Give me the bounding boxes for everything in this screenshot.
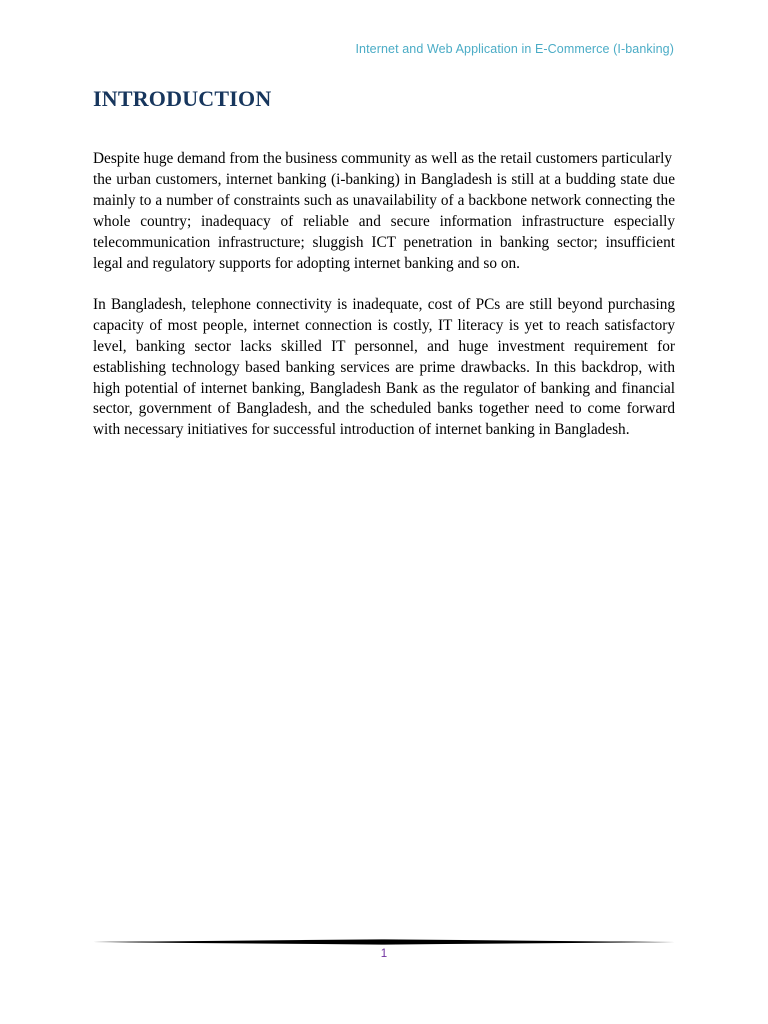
page-number: 1 xyxy=(380,948,388,960)
paragraph-2: In Bangladesh, telephone connectivity is inadequate, cost of PCs are still beyond purchasing capacity of most people, internet connection is costly, IT literacy is yet to reach satisfactory level, banking sector lacks skilled IT personnel, and huge investment requirement for establishing technology based banking services are prime drawbacks. In this backdrop, with high potential of internet banking, Bangladesh Bank as the regulator of banking and financial sector, government of Bangladesh, and the scheduled banks together need to come forward with necessary initiatives for successful introduction of internet banking in Bangladesh. xyxy=(93,295,675,439)
paragraph-1-first-line: Despite huge demand from the business community as well as the retail customers particularly xyxy=(93,150,673,167)
running-header: Internet and Web Application in E-Commerce (I-banking) xyxy=(355,42,674,56)
section-heading: INTRODUCTION xyxy=(93,86,272,111)
body-text xyxy=(93,149,675,441)
footer-divider xyxy=(93,938,675,946)
paragraph-1: the urban customers, internet banking (i-banking) in Bangladesh is still at a budding state due mainly to a number of constraints such as unavailability of a backbone network connecting the whole country; inadequacy of reliable and secure information infrastructure especially telecommunication infrastructure; sluggish ICT penetration in banking sector; insufficient legal and regulatory supports for adopting internet banking and so on. xyxy=(93,170,675,272)
